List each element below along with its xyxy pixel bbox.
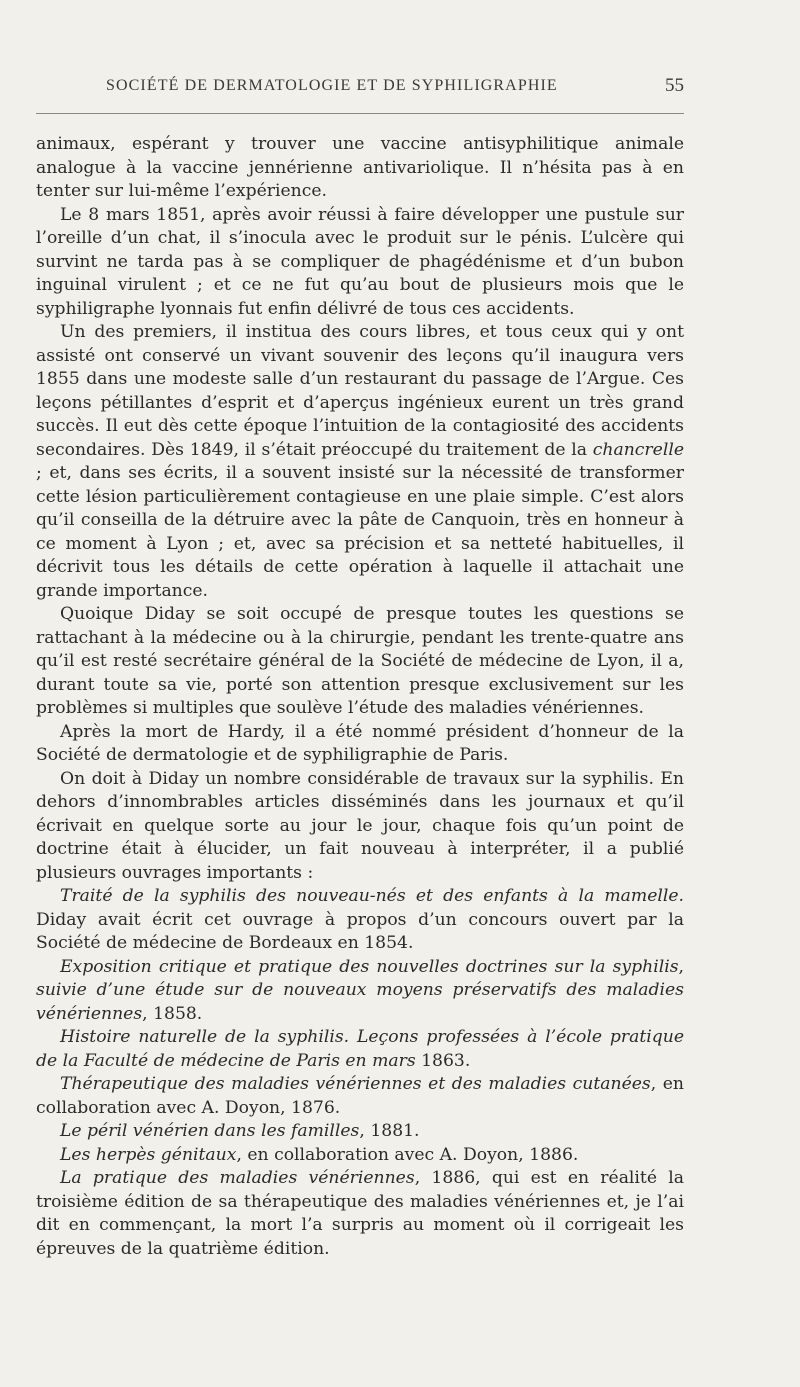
text-run: Un des premiers, il institua des cours libres, et tous ceux qui y ont assisté ont conservé un vivant souvenir des leçons qu’il inaugura vers 1855 dans une modeste salle d’un restaurant du passage de l’Argue. Ces leçons pétillantes d’esprit et d’aperçus ingénieux eurent un très grand succès. Il eut dès cette époque l’intuition de la contagiosité des accidents secondaires. Dès 1849, il s’était préoccupé du traitement de la [36, 322, 684, 460]
text-run: , 1886, qui est en réalité la troisième édition de sa thérapeutique des maladies vénériennes et, je l’ai dit en commençant, la mort l’a surpris au moment où il corrigeait les épreuves de la quatrième édition. [36, 1168, 685, 1259]
paragraph-p10 [36, 1073, 684, 1120]
text-run: , 1858. [142, 1003, 203, 1024]
paragraph-p8 [36, 956, 684, 1027]
text-run: , en collaboration avec A. Doyon, 1876. [36, 1074, 685, 1118]
italic-title: Les herpès génitaux [60, 1144, 237, 1165]
text-run: , [678, 956, 684, 977]
text-run: Après la mort de Hardy, il a été nommé président d’honneur de la Société de dermatologie et de syphiligraphie de Paris. [36, 721, 684, 765]
paragraph-p2 [36, 204, 684, 322]
text-run: Le 8 mars 1851, après avoir réussi à faire développer une pustule sur l’oreille d’un chat, il s’inocula avec le produit sur le pénis. L’ulcère qui survint ne tarda pas à se compliquer de phagédénisme et d’un bubon inguinal virulent ; et ce ne fut qu’au bout de plusieurs mois que le syphiligraphe lyonnais fut enfin délivré de tous ces accidents. [36, 204, 684, 319]
text-run: ; et, dans ses écrits, il a souvent insisté sur la nécessité de transformer cette lésion particulièrement contagieuse en une plaie simple. C’est alors qu’il conseilla de la détruire avec la pâte de Canquoin, très en honneur à ce moment à Lyon ; et, avec sa précision et sa netteté habituelles, il décrivit tous les détails de cette opération à laquelle il attachait une grande importance. [36, 463, 684, 601]
text-run: , en collaboration avec A. Doyon, 1886. [236, 1144, 579, 1165]
paragraph-p11 [36, 1120, 684, 1144]
body-text [36, 133, 684, 1261]
paragraph-p1 [36, 133, 684, 204]
italic-title: Traité de la syphilis des nouveau-nés et des enfants à la mamelle. [60, 886, 684, 906]
paragraph-p7 [36, 885, 684, 956]
paragraph-p13 [36, 1167, 684, 1261]
paragraph-p9 [36, 1026, 684, 1073]
italic-title: Le péril vénérien dans les familles [60, 1121, 360, 1141]
paragraph-p5 [36, 721, 684, 768]
text-run: 1863. [415, 1050, 471, 1071]
header-rule [36, 113, 684, 114]
paragraph-p6 [36, 768, 684, 886]
text-run: On doit à Diday un nombre considérable de travaux sur la syphilis. En dehors d’innombrables articles disséminés dans les journaux et qu’il écrivait en quelque sorte au jour le jour, chaque fois qu’un point de doctrine était à élucider, un fait nouveau à interpréter, il a publié plusieurs ouvrages importants : [36, 768, 684, 883]
running-title: SOCIÉTÉ DE DERMATOLOGIE ET DE SYPHILIGRAPHIE [106, 77, 558, 94]
italic-title: suivie d’une étude sur de nouveaux moyens préservatifs des maladies vénériennes [36, 980, 684, 1024]
italic-title: chancrelle [592, 439, 684, 460]
paragraph-p3 [36, 321, 684, 603]
running-header [36, 77, 684, 105]
paragraph-p4 [36, 603, 684, 721]
italic-title: La pratique des maladies vénériennes [60, 1168, 415, 1188]
italic-title: Thérapeutique des maladies vénériennes et des maladies cutanées [60, 1074, 651, 1094]
italic-title: Exposition critique et pratique des nouvelles doctrines sur la syphilis [60, 956, 679, 977]
text-run: Quoique Diday se soit occupé de presque toutes les questions se rattachant à la médecine ou à la chirurgie, pendant les trente-quatre ans qu’il est resté secrétaire général de la Société de médecine de Lyon, il a, durant toute sa vie, porté son attention presque exclusivement sur les problèmes si multiples que soulève l’étude des maladies vénériennes. [36, 604, 684, 718]
page-number: 55 [665, 75, 684, 96]
text-run: , 1881. [359, 1121, 420, 1141]
italic-title: Histoire naturelle de la syphilis. Leçons professées à l’école pratique de la Faculté de médecine de Paris en mars [36, 1027, 684, 1071]
paragraph-p12 [36, 1144, 684, 1168]
text-run: Diday avait écrit cet ouvrage à propos d’un concours ouvert par la Société de médecine de Bordeaux en 1854. [36, 909, 684, 953]
text-run: animaux, espérant y trouver une vaccine antisyphilitique animale analogue à la vaccine jennérienne antivariolique. Il n’hésita pas à en tenter sur lui-même l’expérience. [36, 134, 684, 201]
